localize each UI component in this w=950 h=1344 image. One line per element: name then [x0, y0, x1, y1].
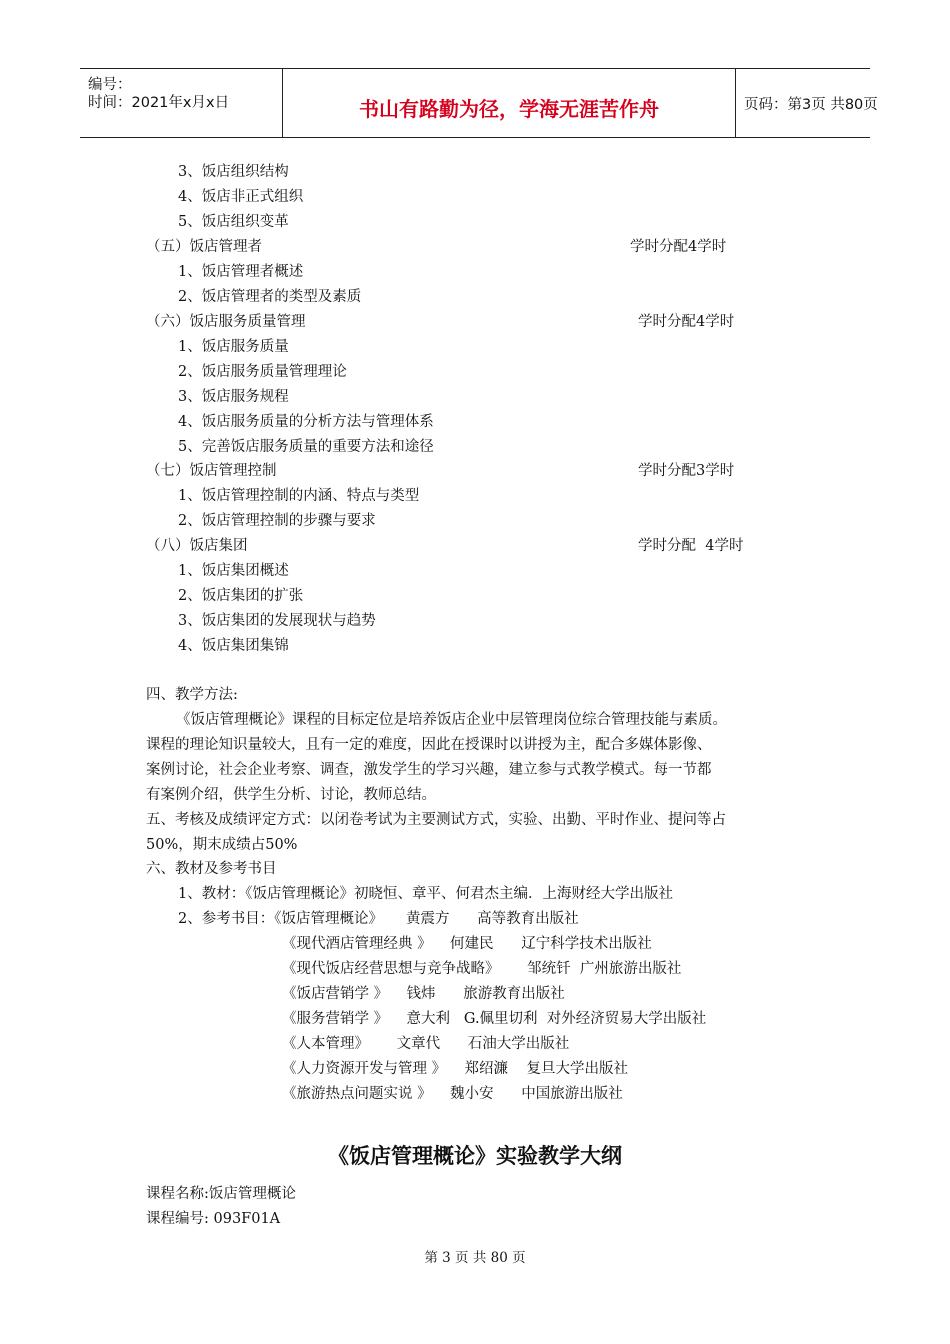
section-heading: （七）饭店管理控制 [146, 463, 277, 479]
paragraph-line: 课程的理论知识量较大，且有一定的难度，因此在授课时以讲授为主，配合多媒体影像、 [146, 737, 712, 753]
outline-item: 4、饭店服务质量的分析方法与管理体系 [178, 414, 434, 430]
reference-line: 《服务营销学 》 意大利 G.佩里切利 对外经济贸易大学出版社 [282, 1011, 707, 1027]
paragraph-line: 《饭店管理概论》课程的目标定位是培养饭店企业中层管理岗位综合管理技能与素质。 [176, 712, 727, 728]
paragraph-line: 案例讨论，社会企业考察、调查，激发学生的学习兴趣，建立参与式教学模式。每一节都 [146, 762, 712, 778]
section-heading: （五）饭店管理者 [146, 239, 262, 255]
document-title: 《饭店管理概论》实验教学大纲 [328, 1144, 622, 1168]
page-footer: 第 3 页 共 80 页 [424, 1250, 526, 1266]
time-label: 时间：2021年x月x日 [88, 95, 230, 111]
hours-allocation: 学时分配3学时 [638, 463, 735, 479]
reference-line: 《人本管理》 文章代 石油大学出版社 [282, 1036, 570, 1052]
hours-allocation: 学时分配4学时 [630, 239, 727, 255]
outline-item: 5、完善饭店服务质量的重要方法和途径 [178, 439, 434, 455]
paragraph-line: 50%，期末成绩占50% [146, 837, 298, 853]
outline-item: 2、饭店管理者的类型及素质 [178, 289, 362, 305]
course-code: 课程编号: 093F01A [146, 1211, 281, 1227]
textbook-line: 1、教材：《饭店管理概论》初晓恒、章平、何君杰主编．上海财经大学出版社 [178, 886, 673, 902]
section-heading: （六）饭店服务质量管理 [146, 314, 306, 330]
outline-item: 1、饭店管理者概述 [178, 264, 304, 280]
course-name: 课程名称:饭店管理概论 [146, 1186, 296, 1202]
reference-line: 《人力资源开发与管理 》 郑绍濂 复旦大学出版社 [282, 1061, 628, 1077]
section-heading: 六、教材及参考书目 [146, 861, 277, 877]
outline-item: 3、饭店集团的发展现状与趋势 [178, 613, 376, 629]
reference-line: 《现代酒店管理经典 》 何建民 辽宁科学技术出版社 [282, 936, 652, 952]
page-header [80, 68, 878, 138]
header-page-cell [736, 69, 878, 137]
section-heading: 四、教学方法: [146, 687, 238, 703]
reference-line: 《旅游热点问题实说 》 魏小安 中国旅游出版社 [282, 1086, 623, 1102]
header-page-info: 页码：第3页 共80页 [744, 97, 878, 113]
reference-line: 《饭店营销学 》 钱炜 旅游教育出版社 [282, 986, 565, 1002]
outline-item: 1、饭店管理控制的内涵、特点与类型 [178, 488, 420, 504]
outline-item: 1、饭店集团概述 [178, 563, 289, 579]
outline-item: 1、饭店服务质量 [178, 339, 289, 355]
hours-allocation: 学时分配4学时 [638, 314, 735, 330]
outline-item: 3、饭店组织结构 [178, 164, 289, 180]
reference-line: 2、参考书目：《饭店管理概论》 黄震方 高等教育出版社 [178, 911, 579, 927]
reference-line: 《现代饭店经营思想与竞争战略》 邹统钎 广州旅游出版社 [282, 961, 682, 977]
code-label: 编号： [88, 77, 132, 93]
hours-allocation: 学时分配 4学时 [638, 538, 744, 554]
outline-item: 2、饭店集团的扩张 [178, 588, 304, 604]
paragraph-line: 有案例介绍，供学生分析、讨论，教师总结。 [146, 787, 436, 803]
header-motto-cell [282, 69, 736, 137]
outline-item: 5、饭店组织变革 [178, 214, 289, 230]
header-motto: 书山有路勤为径，学海无涯苦作舟 [359, 97, 659, 121]
outline-item: 2、饭店管理控制的步骤与要求 [178, 513, 376, 529]
header-meta-cell [80, 69, 280, 137]
outline-item: 2、饭店服务质量管理理论 [178, 364, 347, 380]
outline-item: 4、饭店非正式组织 [178, 189, 304, 205]
section-heading: 五、考核及成绩评定方式：以闭卷考试为主要测试方式，实验、出勤、平时作业、提问等占 [146, 812, 726, 828]
section-heading: （八）饭店集团 [146, 538, 248, 554]
outline-item: 3、饭店服务规程 [178, 389, 289, 405]
outline-item: 4、饭店集团集锦 [178, 638, 289, 654]
